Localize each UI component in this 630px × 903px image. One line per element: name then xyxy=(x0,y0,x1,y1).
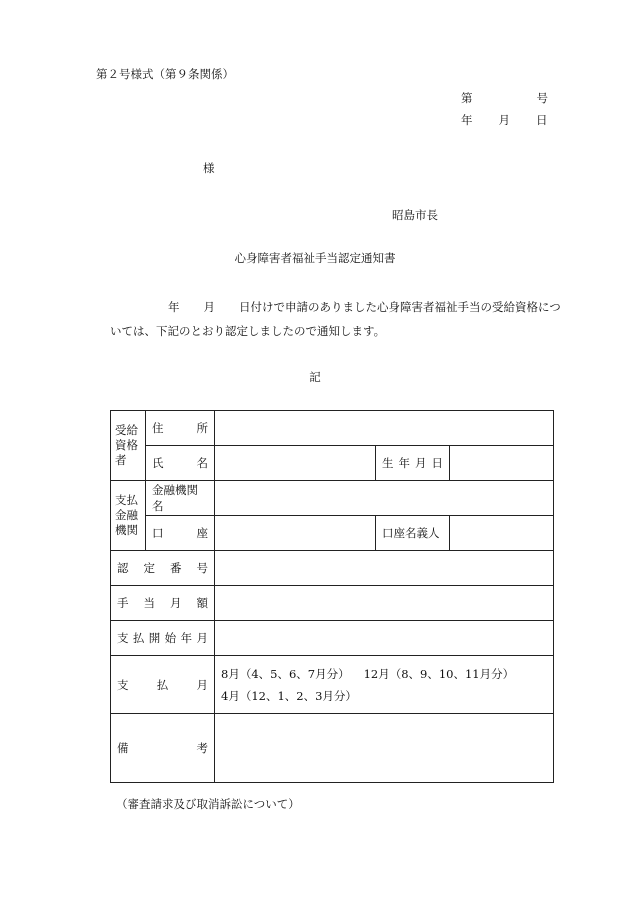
account-field[interactable] xyxy=(215,516,376,551)
address-field[interactable] xyxy=(215,411,554,446)
number-prefix: 第 xyxy=(461,91,473,105)
addressee-suffix: 様 xyxy=(203,161,215,175)
certification-table xyxy=(110,410,554,783)
monthly-amount-label: 手 当 月 額 xyxy=(111,586,215,621)
bank-name-field[interactable] xyxy=(215,481,554,516)
body-year: 年 xyxy=(168,300,180,314)
table-row xyxy=(111,516,554,551)
payment-month-label: 支 払 月 xyxy=(111,656,215,714)
dob-label: 生 年 月 日 xyxy=(376,446,450,481)
body-line-2: いては、下記のとおり認定しましたので通知します。 xyxy=(110,324,386,338)
monthly-amount-field[interactable] xyxy=(215,586,554,621)
document-number-line xyxy=(461,90,548,106)
table-row xyxy=(111,446,554,481)
issuer-name: 昭島市長 xyxy=(392,208,438,222)
bank-name-label: 金融機関名 xyxy=(146,481,215,516)
dob-field[interactable] xyxy=(450,446,554,481)
issue-date-line xyxy=(461,112,548,128)
payment-dec: 12月（8、9、10、11月分） xyxy=(363,666,515,681)
form-number: 第２号様式（第９条関係） xyxy=(96,67,234,81)
payment-month-schedule xyxy=(215,656,554,714)
table-row xyxy=(111,411,554,446)
appeal-notice-heading: （審査請求及び取消訴訟について） xyxy=(116,797,300,811)
date-year: 年 xyxy=(461,113,473,127)
address-label: 住 所 xyxy=(146,411,215,446)
body-text-1: 日付けで申請のありました心身障害者福祉手当の受給資格につ xyxy=(239,300,561,314)
name-label: 氏 名 xyxy=(146,446,215,481)
number-suffix: 号 xyxy=(536,91,548,105)
account-label: 口 座 xyxy=(146,516,215,551)
cert-number-field[interactable] xyxy=(215,551,554,586)
table-row xyxy=(111,656,554,714)
body-line-1 xyxy=(96,299,561,315)
payment-start-field[interactable] xyxy=(215,621,554,656)
ki-heading: 記 xyxy=(309,370,321,384)
table-row xyxy=(111,481,554,516)
payment-aug: 8月（4、5、6、7月分） xyxy=(221,666,350,681)
remarks-field[interactable] xyxy=(215,714,554,783)
recipient-group-label: 受給 資格 者 xyxy=(111,411,146,481)
payment-start-label: 支 払 開 始 年 月 xyxy=(111,621,215,656)
account-holder-field[interactable] xyxy=(450,516,554,551)
table-row xyxy=(111,621,554,656)
body-month: 月 xyxy=(203,300,215,314)
bank-group-label: 支払 金融 機関 xyxy=(111,481,146,551)
account-holder-label: 口座名義人 xyxy=(376,516,450,551)
remarks-label: 備 考 xyxy=(111,714,215,783)
table-row xyxy=(111,714,554,783)
date-month: 月 xyxy=(498,113,510,127)
payment-apr: 4月（12、1、2、3月分） xyxy=(221,688,357,703)
name-field[interactable] xyxy=(215,446,376,481)
date-day: 日 xyxy=(536,113,548,127)
cert-number-label: 認 定 番 号 xyxy=(111,551,215,586)
table-row xyxy=(111,586,554,621)
document-title: 心身障害者福祉手当認定通知書 xyxy=(234,251,396,265)
table-row xyxy=(111,551,554,586)
